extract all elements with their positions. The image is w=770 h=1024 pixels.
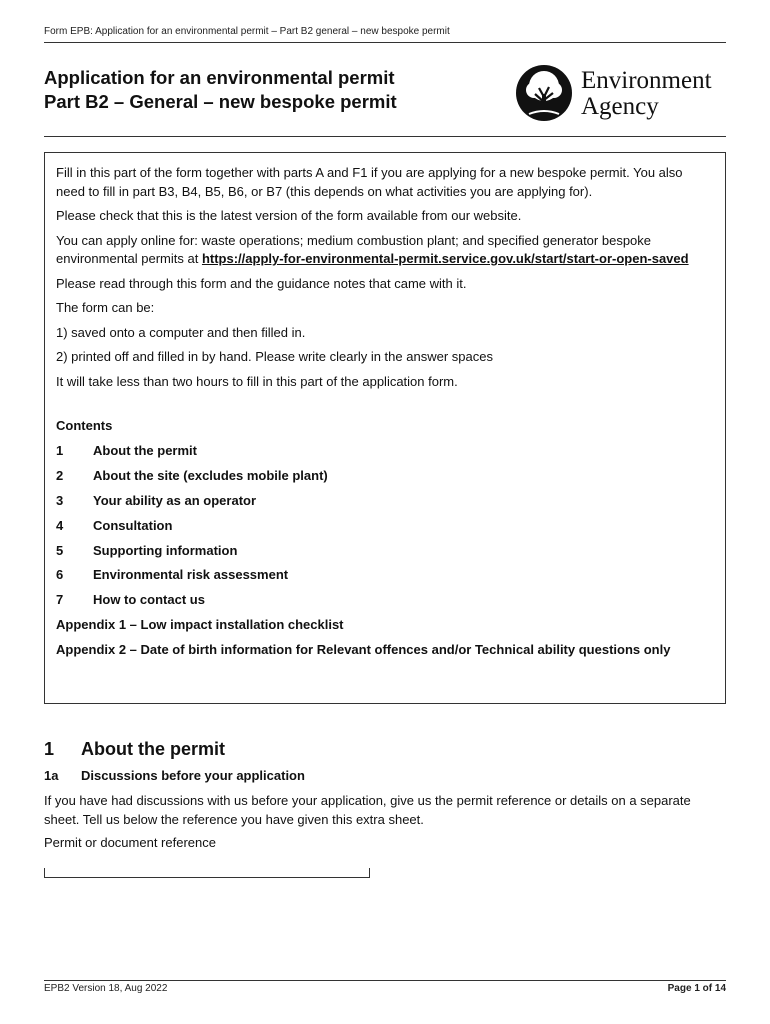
permit-reference-field[interactable] [44, 868, 370, 878]
online-apply-text: You can apply online for: waste operations; medium combustion plant; and specified generator bespoke environmental permits at [56, 232, 652, 266]
logo-line-1: Environment [581, 67, 712, 94]
toc-appendix-1[interactable]: Appendix 1 – Low impact installation checklist [56, 617, 344, 633]
toc-number: 5 [56, 542, 64, 558]
tree-icon [515, 64, 573, 122]
toc-number: 2 [56, 467, 64, 483]
intro-paragraph-8: It will take less than two hours to fill in this part of the application form. [56, 373, 458, 389]
contents-heading: Contents [56, 418, 113, 433]
toc-label: How to contact us [93, 592, 205, 608]
permit-reference-label: Permit or document reference [44, 835, 216, 850]
toc-item[interactable] [56, 467, 714, 485]
subsection-number: 1a [44, 768, 59, 783]
intro-paragraph-4: Please read through this form and the guidance notes that came with it. [56, 275, 467, 291]
subsection-title: Discussions before your application [81, 768, 305, 783]
footer-page-number: Page 1 of 14 [667, 983, 726, 994]
intro-paragraph-3 [56, 232, 714, 269]
toc-item[interactable] [56, 517, 714, 535]
toc-label: Environmental risk assessment [93, 567, 289, 583]
section-1-heading [44, 738, 225, 760]
intro-paragraph-1: Fill in this part of the form together with parts A and F1 if you are applying for a new bespoke permit. You also need to fill in part B3, B4, B5, B6, or B7 (this depends on what activities you are applying for). [56, 165, 683, 199]
section-title: About the permit [81, 739, 225, 759]
toc-appendix-2[interactable]: Appendix 2 – Date of birth information for Relevant offences and/or Technical ability questions only [56, 642, 671, 658]
toc-item[interactable] [56, 591, 714, 609]
toc-label: Supporting information [93, 542, 238, 558]
toc-number: 6 [56, 567, 64, 583]
title-line-2: Part B2 – General – new bespoke permit [44, 91, 397, 112]
running-header: Form EPB: Application for an environmental permit – Part B2 general – new bespoke permit [44, 26, 726, 43]
logo-wordmark [581, 68, 712, 120]
title-divider [44, 136, 726, 137]
toc-label: Your ability as an operator [93, 492, 257, 508]
logo-line-2: Agency [581, 93, 659, 120]
toc-item[interactable] [56, 566, 714, 584]
page-title [44, 66, 397, 114]
title-line-1: Application for an environmental permit [44, 67, 395, 88]
section-number: 1 [44, 739, 55, 759]
toc-number: 7 [56, 592, 64, 608]
intro-paragraph-5: The form can be: [56, 300, 155, 315]
toc-number: 1 [56, 443, 64, 458]
toc-label: About the site (excludes mobile plant) [93, 467, 328, 483]
toc-item[interactable] [56, 542, 714, 560]
apply-online-link[interactable]: https://apply-for-environmental-permit.service.gov.uk/start/start-or-open-saved [201, 251, 689, 266]
toc-item[interactable] [56, 492, 714, 510]
toc-label: Consultation [93, 517, 173, 533]
toc-number: 3 [56, 492, 64, 508]
subsection-1a-heading [44, 767, 305, 785]
toc-label: About the permit [93, 443, 197, 458]
footer-version: EPB2 Version 18, Aug 2022 [44, 983, 168, 994]
intro-paragraph-7: 2) printed off and filled in by hand. Please write clearly in the answer spaces [56, 349, 493, 364]
intro-paragraph-6: 1) saved onto a computer and then filled in. [56, 324, 306, 340]
intro-box [44, 152, 726, 704]
toc-number: 4 [56, 517, 64, 533]
environment-agency-logo [515, 64, 727, 122]
toc-item[interactable] [56, 442, 714, 460]
footer-divider [44, 980, 726, 981]
section-1a-body: If you have had discussions with us before your application, give us the permit reference or details on a separate sheet. Tell us below the reference you have given this extra sheet. [44, 793, 691, 827]
intro-paragraph-2: Please check that this is the latest version of the form available from our website. [56, 208, 522, 223]
